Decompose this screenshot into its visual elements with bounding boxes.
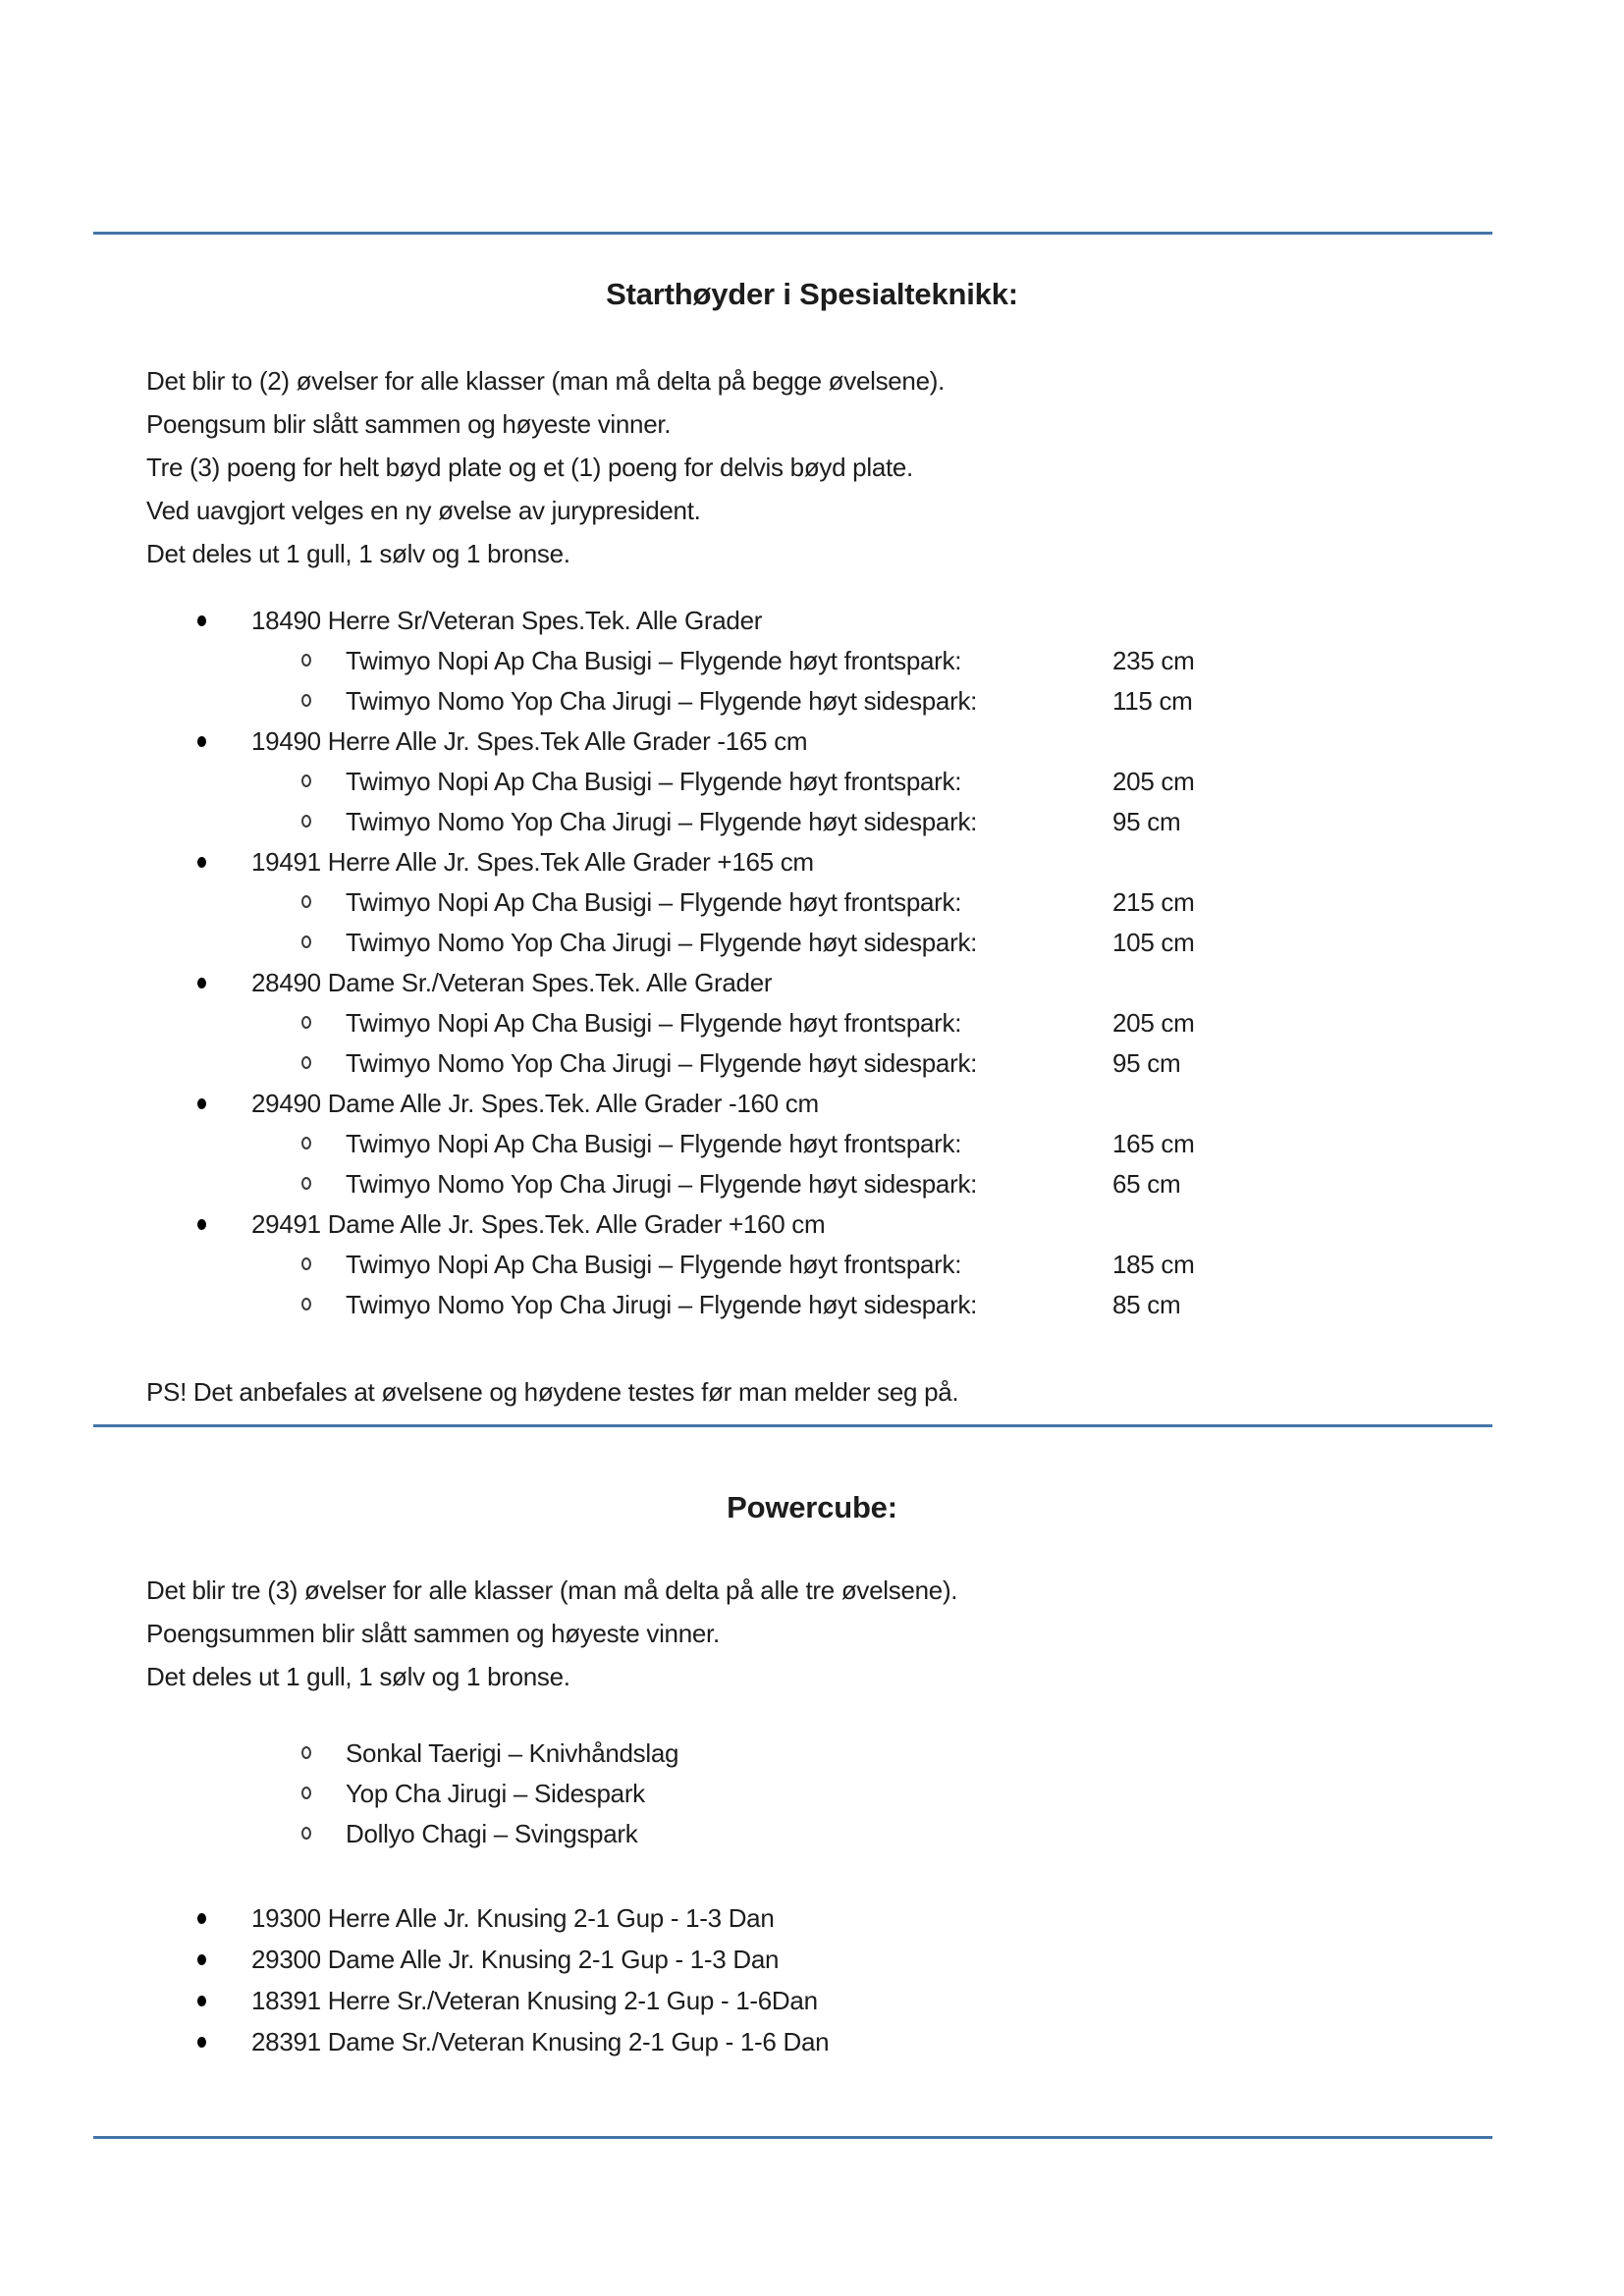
intro-line: Tre (3) poeng for helt bøyd plate og et (1) poeng for delvis bøyd plate. [146, 453, 913, 482]
technique-label: Twimyo Nopi Ap Cha Busigi – Flygende høyt frontspark: [346, 646, 962, 675]
class-item [0, 1981, 1624, 2022]
technique-height-value: 215 cm [1112, 887, 1195, 917]
intro-line: Poengsummen blir slått sammen og høyeste vinner. [146, 1619, 720, 1648]
powercube-technique-list [0, 1734, 1624, 1854]
class-item [0, 842, 1624, 882]
bullet-dot-icon [197, 1098, 206, 1109]
powercube-title: Powercube: [727, 1490, 897, 1524]
bullet-circle-icon [301, 1177, 311, 1190]
technique-item [0, 1245, 1624, 1285]
section-divider-top [93, 232, 1492, 235]
technique-label: Twimyo Nopi Ap Cha Busigi – Flygende høyt frontspark: [346, 1008, 962, 1038]
technique-label: Sonkal Taerigi – Knivhåndslag [346, 1738, 679, 1768]
class-item [0, 2022, 1624, 2063]
bullet-circle-icon [301, 694, 311, 707]
bullet-circle-icon [301, 815, 311, 828]
technique-label: Twimyo Nopi Ap Cha Busigi – Flygende høyt frontspark: [346, 887, 962, 917]
class-item [0, 1084, 1624, 1124]
class-label: 29490 Dame Alle Jr. Spes.Tek. Alle Grader -160 cm [251, 1089, 819, 1118]
bullet-dot-icon [197, 736, 206, 747]
spesialteknikk-title: Starthøyder i Spesialteknikk: [606, 277, 1018, 311]
technique-item [0, 681, 1624, 721]
class-label: 19490 Herre Alle Jr. Spes.Tek Alle Grader -165 cm [251, 726, 808, 756]
class-item [0, 721, 1624, 762]
technique-item [0, 1285, 1624, 1325]
intro-line: Poengsum blir slått sammen og høyeste vinner. [146, 409, 672, 439]
bullet-circle-icon [301, 1746, 311, 1759]
technique-height-value: 185 cm [1112, 1250, 1195, 1279]
technique-label: Twimyo Nopi Ap Cha Busigi – Flygende høyt frontspark: [346, 1129, 962, 1158]
spesialteknikk-class-list [0, 601, 1624, 1325]
bullet-dot-icon [197, 615, 206, 626]
technique-item [0, 1043, 1624, 1084]
technique-label: Twimyo Nomo Yop Cha Jirugi – Flygende høyt sidespark: [346, 686, 978, 716]
technique-item [0, 802, 1624, 842]
technique-label: Twimyo Nopi Ap Cha Busigi – Flygende høyt frontspark: [346, 767, 962, 796]
section-divider-middle [93, 1424, 1492, 1427]
section-divider-bottom [93, 2136, 1492, 2139]
class-label: 19300 Herre Alle Jr. Knusing 2-1 Gup - 1-3 Dan [251, 1903, 775, 1933]
bullet-dot-icon [197, 857, 206, 868]
bullet-dot-icon [197, 2037, 206, 2048]
technique-height-value: 115 cm [1112, 686, 1193, 716]
technique-label: Twimyo Nomo Yop Cha Jirugi – Flygende høyt sidespark: [346, 807, 978, 836]
class-item [0, 601, 1624, 641]
technique-item [0, 1124, 1624, 1164]
technique-height-value: 235 cm [1112, 646, 1195, 675]
technique-item [0, 1003, 1624, 1043]
technique-item [0, 882, 1624, 923]
technique-label: Twimyo Nomo Yop Cha Jirugi – Flygende høyt sidespark: [346, 1169, 978, 1199]
technique-label: Twimyo Nomo Yop Cha Jirugi – Flygende høyt sidespark: [346, 928, 978, 957]
bullet-circle-icon [301, 774, 311, 787]
class-item [0, 1940, 1624, 1981]
bullet-circle-icon [301, 895, 311, 908]
class-item [0, 963, 1624, 1003]
powercube-intro [146, 1569, 957, 1698]
technique-height-value: 205 cm [1112, 1008, 1195, 1038]
class-item [0, 1204, 1624, 1245]
technique-height-value: 95 cm [1112, 1048, 1181, 1078]
technique-label: Yop Cha Jirugi – Sidespark [346, 1779, 645, 1808]
intro-line: Det deles ut 1 gull, 1 sølv og 1 bronse. [146, 539, 570, 568]
bullet-dot-icon [197, 1996, 206, 2006]
intro-line: Det blir to (2) øvelser for alle klasser (man må delta på begge øvelsene). [146, 366, 946, 396]
class-label: 28490 Dame Sr./Veteran Spes.Tek. Alle Grader [251, 968, 773, 997]
technique-item [0, 1774, 1624, 1814]
technique-height-value: 95 cm [1112, 807, 1181, 836]
technique-item [0, 1164, 1624, 1204]
class-label: 18490 Herre Sr/Veteran Spes.Tek. Alle Grader [251, 606, 763, 635]
intro-line: Det blir tre (3) øvelser for alle klasser (man må delta på alle tre øvelsene). [146, 1575, 958, 1605]
bullet-dot-icon [197, 978, 206, 988]
class-label: 29491 Dame Alle Jr. Spes.Tek. Alle Grader +160 cm [251, 1209, 826, 1239]
technique-item [0, 1734, 1624, 1774]
ps-note: PS! Det anbefales at øvelsene og høydene testes før man melder seg på. [146, 1377, 959, 1407]
bullet-circle-icon [301, 1257, 311, 1270]
bullet-dot-icon [197, 1954, 206, 1965]
bullet-circle-icon [301, 935, 311, 948]
technique-item [0, 762, 1624, 802]
technique-height-value: 65 cm [1112, 1169, 1181, 1199]
intro-line: Det deles ut 1 gull, 1 sølv og 1 bronse. [146, 1662, 570, 1691]
technique-label: Twimyo Nomo Yop Cha Jirugi – Flygende høyt sidespark: [346, 1048, 978, 1078]
class-label: 29300 Dame Alle Jr. Knusing 2-1 Gup - 1-3 Dan [251, 1945, 780, 1974]
spesialteknikk-intro [146, 359, 945, 575]
technique-height-value: 105 cm [1112, 928, 1195, 957]
technique-height-value: 205 cm [1112, 767, 1195, 796]
technique-item [0, 1814, 1624, 1854]
class-label: 19491 Herre Alle Jr. Spes.Tek Alle Grader +165 cm [251, 847, 814, 877]
technique-item [0, 641, 1624, 681]
bullet-dot-icon [197, 1913, 206, 1924]
technique-height-value: 165 cm [1112, 1129, 1195, 1158]
bullet-dot-icon [197, 1219, 206, 1230]
intro-line: Ved uavgjort velges en ny øvelse av jurypresident. [146, 496, 701, 525]
bullet-circle-icon [301, 1787, 311, 1799]
technique-height-value: 85 cm [1112, 1290, 1181, 1319]
class-label: 18391 Herre Sr./Veteran Knusing 2-1 Gup - 1-6Dan [251, 1986, 818, 2015]
bullet-circle-icon [301, 1016, 311, 1029]
bullet-circle-icon [301, 1827, 311, 1840]
technique-label: Twimyo Nomo Yop Cha Jirugi – Flygende høyt sidespark: [346, 1290, 978, 1319]
technique-label: Twimyo Nopi Ap Cha Busigi – Flygende høyt frontspark: [346, 1250, 962, 1279]
powercube-class-list [0, 1898, 1624, 2063]
class-item [0, 1898, 1624, 1940]
bullet-circle-icon [301, 654, 311, 667]
bullet-circle-icon [301, 1137, 311, 1149]
bullet-circle-icon [301, 1056, 311, 1069]
class-label: 28391 Dame Sr./Veteran Knusing 2-1 Gup - 1-6 Dan [251, 2027, 830, 2056]
bullet-circle-icon [301, 1298, 311, 1310]
technique-item [0, 923, 1624, 963]
technique-label: Dollyo Chagi – Svingspark [346, 1819, 638, 1848]
